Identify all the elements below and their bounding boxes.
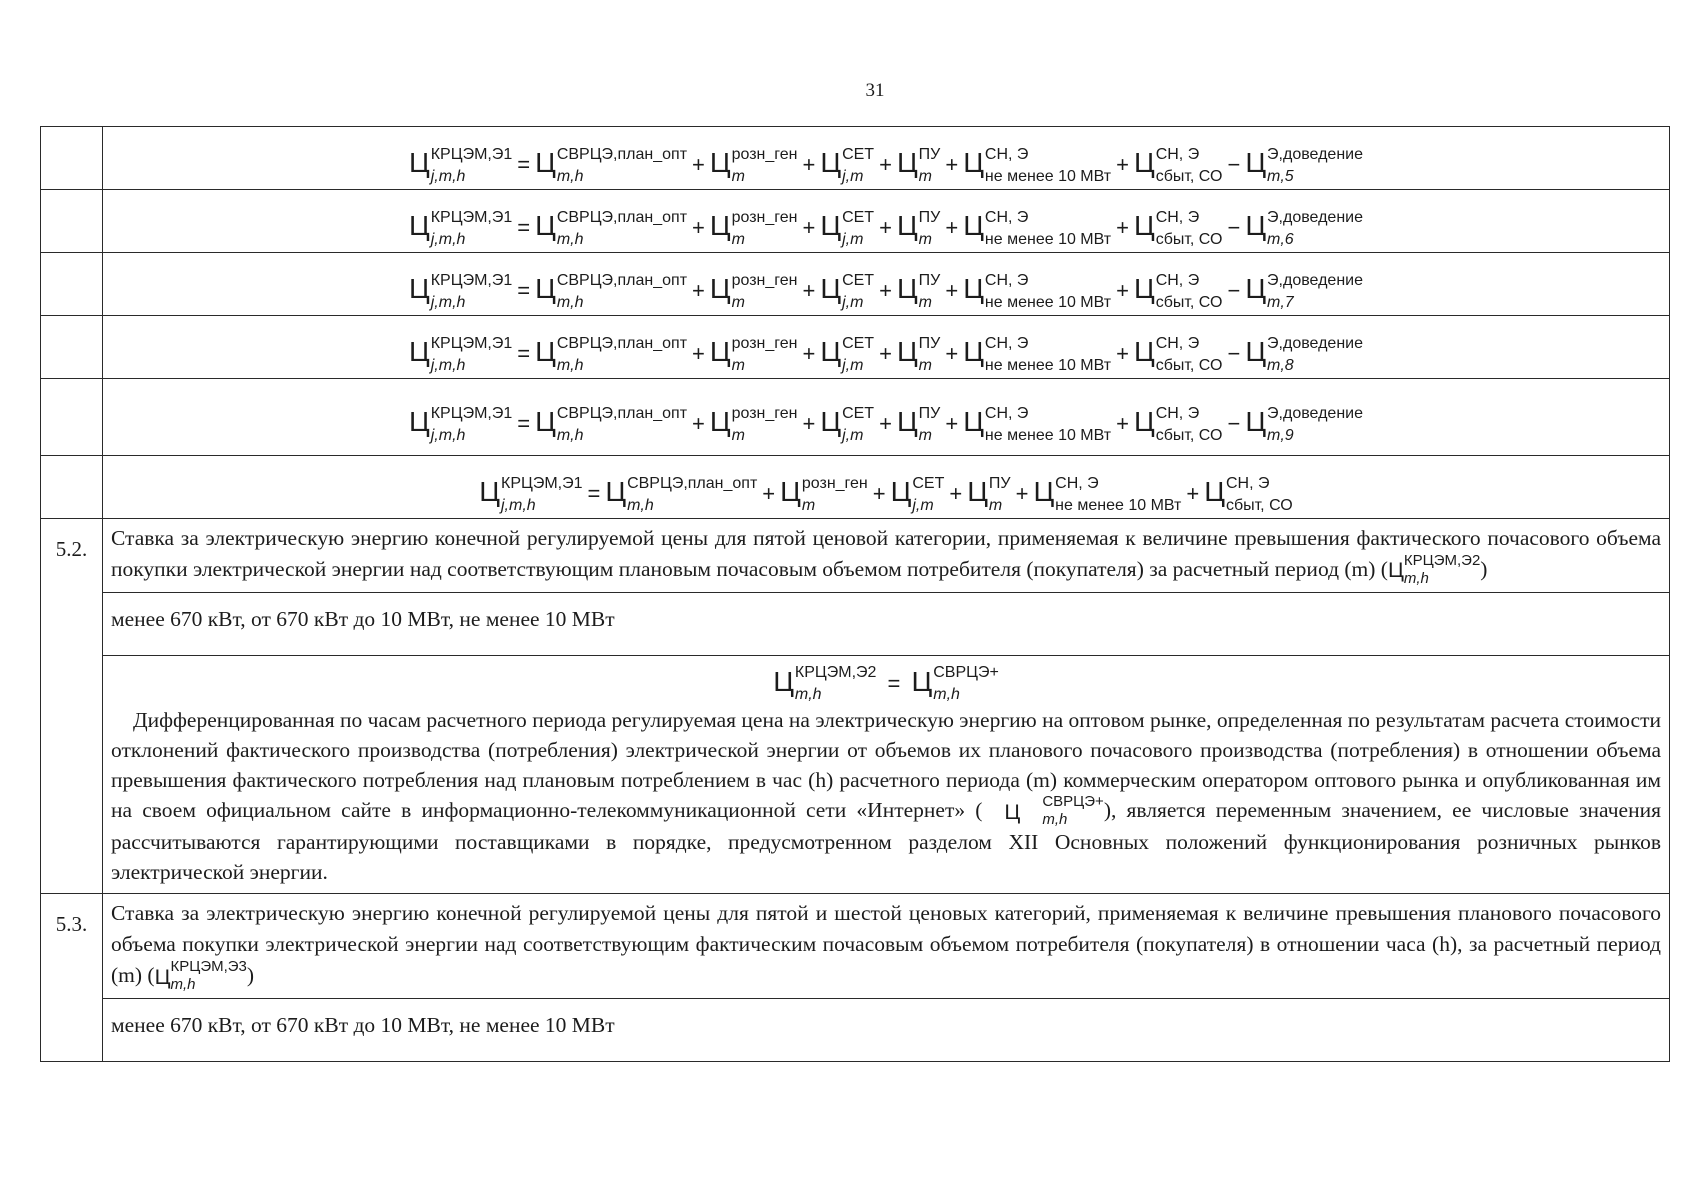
formula-cell	[103, 190, 1670, 253]
sbyt-term: Ц СН, Э сбыт, СО	[1133, 271, 1223, 311]
pu-term: Ц ПУ m	[896, 334, 941, 374]
lhs-term: Ц КРЦЭМ,Э1 j,m,h	[409, 145, 513, 185]
wholesale-price-term: Ц СВРЦЭ,план_опт m,h	[535, 145, 688, 185]
operator: −	[1227, 278, 1241, 304]
operator: +	[879, 215, 892, 241]
section-number: 5.2.	[41, 519, 103, 894]
operator: +	[879, 411, 892, 437]
sn-term: Ц СН, Э не менее 10 МВт	[963, 334, 1112, 374]
dovedenie-term: Ц Э,доведение m,6	[1245, 208, 1363, 248]
formula	[409, 322, 1363, 374]
capacity-row	[41, 999, 1670, 1062]
formula	[409, 259, 1363, 311]
retail-gen-term: Ц розн_ген m	[780, 474, 868, 514]
operator: +	[1116, 341, 1129, 367]
operator: +	[1116, 278, 1129, 304]
retail-gen-term: Ц розн_ген m	[709, 145, 798, 185]
retail-gen-term: Ц розн_ген m	[709, 334, 798, 374]
wholesale-price-term: Ц СВРЦЭ,план_опт m,h	[535, 334, 688, 374]
sn-term: Ц СН, Э не менее 10 МВт	[963, 404, 1112, 444]
operator: =	[587, 481, 601, 507]
pu-term: Ц ПУ m	[896, 404, 941, 444]
operator: +	[692, 341, 705, 367]
operator: +	[1116, 215, 1129, 241]
retail-gen-term: Ц розн_ген m	[709, 404, 798, 444]
operator: +	[879, 152, 892, 178]
sbyt-term: Ц СН, Э сбыт, СО	[1133, 404, 1223, 444]
number-cell	[41, 379, 103, 456]
lhs-term: Ц КРЦЭМ,Э1 j,m,h	[409, 404, 513, 444]
network-term: Ц СЕТ j,m	[820, 145, 875, 185]
formula	[409, 196, 1363, 248]
section-title: Ставка за электрическую энергию конечной регулируемой цены для пятой ценовой категории, применяемая к величине превышения фактического почасового объема покупки электрической энергии над соответствующим плановым почасовым объемом потребителя (покупателя) за расчетный период (m) ( Ц КРЦЭМ,Э2 m,h )	[103, 519, 1670, 593]
formula-cell	[103, 253, 1670, 316]
operator: +	[762, 481, 776, 507]
section-row-5-2	[41, 519, 1670, 593]
sbyt-term: Ц СН, Э сбыт, СО	[1133, 334, 1223, 374]
number-cell	[41, 190, 103, 253]
operator: −	[1227, 411, 1241, 437]
network-term: Ц СЕТ j,m	[820, 404, 875, 444]
operator: =	[517, 411, 531, 437]
wholesale-price-term: Ц СВРЦЭ,план_опт m,h	[605, 474, 758, 514]
formula-5-2: Ц КРЦЭМ,Э2 m,h = Ц СВРЦЭ+ m,h	[773, 664, 999, 704]
operator: +	[945, 341, 959, 367]
sbyt-term: Ц СН, Э сбыт, СО	[1204, 474, 1293, 514]
formula-cell	[103, 316, 1670, 379]
formula-cell	[103, 456, 1670, 519]
operator: +	[949, 481, 963, 507]
sn-term: Ц СН, Э не менее 10 МВт	[963, 271, 1112, 311]
page-number: 31	[865, 80, 885, 101]
operator: +	[945, 411, 959, 437]
operator: +	[1015, 481, 1029, 507]
dovedenie-term: Ц Э,доведение m,5	[1245, 145, 1363, 185]
pu-term: Ц ПУ m	[896, 271, 941, 311]
section-row-5-3	[41, 894, 1670, 999]
operator: +	[802, 278, 816, 304]
operator: =	[517, 278, 531, 304]
formula	[409, 133, 1363, 185]
operator: −	[1227, 152, 1241, 178]
pu-term: Ц ПУ m	[896, 145, 941, 185]
price-symbol: Ц	[1387, 558, 1404, 583]
dovedenie-term: Ц Э,доведение m,8	[1245, 334, 1363, 374]
operator: =	[517, 341, 531, 367]
formula-row	[41, 253, 1670, 316]
pu-term: Ц ПУ m	[896, 208, 941, 248]
operator: +	[945, 152, 959, 178]
section-number: 5.3.	[41, 894, 103, 1062]
operator: +	[1116, 411, 1129, 437]
operator: +	[1116, 152, 1129, 178]
number-cell	[41, 127, 103, 190]
operator: +	[945, 278, 959, 304]
wholesale-price-term: Ц СВРЦЭ,план_опт m,h	[535, 208, 688, 248]
definition-paragraph: Дифференцированная по часам расчетного периода регулируемая цена на электрическую энергию на оптовом рынке, определенная по результатам расчета стоимости отклонений фактического производства (потребления) электрической энергии от объемов их планового почасового производства (потребления) в отношении объема превышения фактического потребления над плановым потреблением в час (h) расчетного периода (m) коммерческим оператором оптового рынка и опубликованная им на своем официальном сайте в информационно-телекоммуникационной сети «Интернет» ( Ц СВРЦЭ+ m,h ), является переменным значением, ее числовые значения рассчитываются гарантирующими поставщиками в порядке, предусмотренном разделом XII Основных положений функционирования розничных рынков электрической энергии.	[111, 708, 1661, 885]
sbyt-term: Ц СН, Э сбыт, СО	[1133, 208, 1223, 248]
formula-cell	[103, 379, 1670, 456]
operator: −	[1227, 215, 1241, 241]
formula-row	[41, 127, 1670, 190]
pu-term: Ц ПУ m	[967, 474, 1011, 514]
operator: +	[692, 215, 705, 241]
sn-term: Ц СН, Э не менее 10 МВт	[1033, 474, 1182, 514]
lhs-term: Ц КРЦЭМ,Э1 j,m,h	[479, 474, 583, 514]
section-title: Ставка за электрическую энергию конечной регулируемой цены для пятой и шестой ценовых категорий, применяемая к величине превышения планового почасового объема покупки электрической энергии над соответствующим фактическим почасовым объемом потребителя (покупателя) в отношении часа (h), за расчетный период (m) ( Ц КРЦЭМ,Э3 m,h )	[103, 894, 1670, 999]
operator: +	[1186, 481, 1200, 507]
dovedenie-term: Ц Э,доведение m,9	[1245, 404, 1363, 444]
number-cell	[41, 253, 103, 316]
wholesale-price-term: Ц СВРЦЭ,план_опт m,h	[535, 271, 688, 311]
sn-term: Ц СН, Э не менее 10 МВт	[963, 208, 1112, 248]
operator: +	[692, 411, 705, 437]
definition-row	[41, 656, 1670, 894]
lhs-term: Ц КРЦЭМ,Э1 j,m,h	[409, 208, 513, 248]
retail-gen-term: Ц розн_ген m	[709, 271, 798, 311]
network-term: Ц СЕТ j,m	[820, 334, 875, 374]
operator: +	[802, 341, 816, 367]
definition-cell	[103, 656, 1670, 894]
operator: +	[872, 481, 886, 507]
network-term: Ц СЕТ j,m	[820, 271, 875, 311]
operator: =	[517, 152, 531, 178]
operator: +	[692, 278, 705, 304]
network-term: Ц СЕТ j,m	[890, 474, 945, 514]
operator: +	[879, 341, 892, 367]
formula	[479, 462, 1293, 514]
operator: +	[802, 215, 816, 241]
formula-cell	[103, 127, 1670, 190]
operator: =	[517, 215, 531, 241]
wholesale-price-term: Ц СВРЦЭ,план_опт m,h	[535, 404, 688, 444]
number-cell	[41, 316, 103, 379]
formula-row	[41, 456, 1670, 519]
dovedenie-term: Ц Э,доведение m,7	[1245, 271, 1363, 311]
network-term: Ц СЕТ j,m	[820, 208, 875, 248]
capacity-text: менее 670 кВт, от 670 кВт до 10 МВт, не менее 10 МВт	[103, 593, 1670, 656]
operator: +	[945, 215, 959, 241]
capacity-row	[41, 593, 1670, 656]
capacity-text: менее 670 кВт, от 670 кВт до 10 МВт, не менее 10 МВт	[103, 999, 1670, 1062]
operator: +	[802, 411, 816, 437]
sn-term: Ц СН, Э не менее 10 МВт	[963, 145, 1112, 185]
operator: −	[1227, 341, 1241, 367]
number-cell	[41, 456, 103, 519]
lhs-term: Ц КРЦЭМ,Э1 j,m,h	[409, 271, 513, 311]
sbyt-term: Ц СН, Э сбыт, СО	[1133, 145, 1223, 185]
formula-row	[41, 190, 1670, 253]
tariff-table	[40, 126, 1670, 1062]
operator: +	[879, 278, 892, 304]
formula-row	[41, 316, 1670, 379]
formula-row	[41, 379, 1670, 456]
retail-gen-term: Ц розн_ген m	[709, 208, 798, 248]
formula	[409, 392, 1363, 444]
operator: +	[692, 152, 705, 178]
operator: +	[802, 152, 816, 178]
lhs-term: Ц КРЦЭМ,Э1 j,m,h	[409, 334, 513, 374]
